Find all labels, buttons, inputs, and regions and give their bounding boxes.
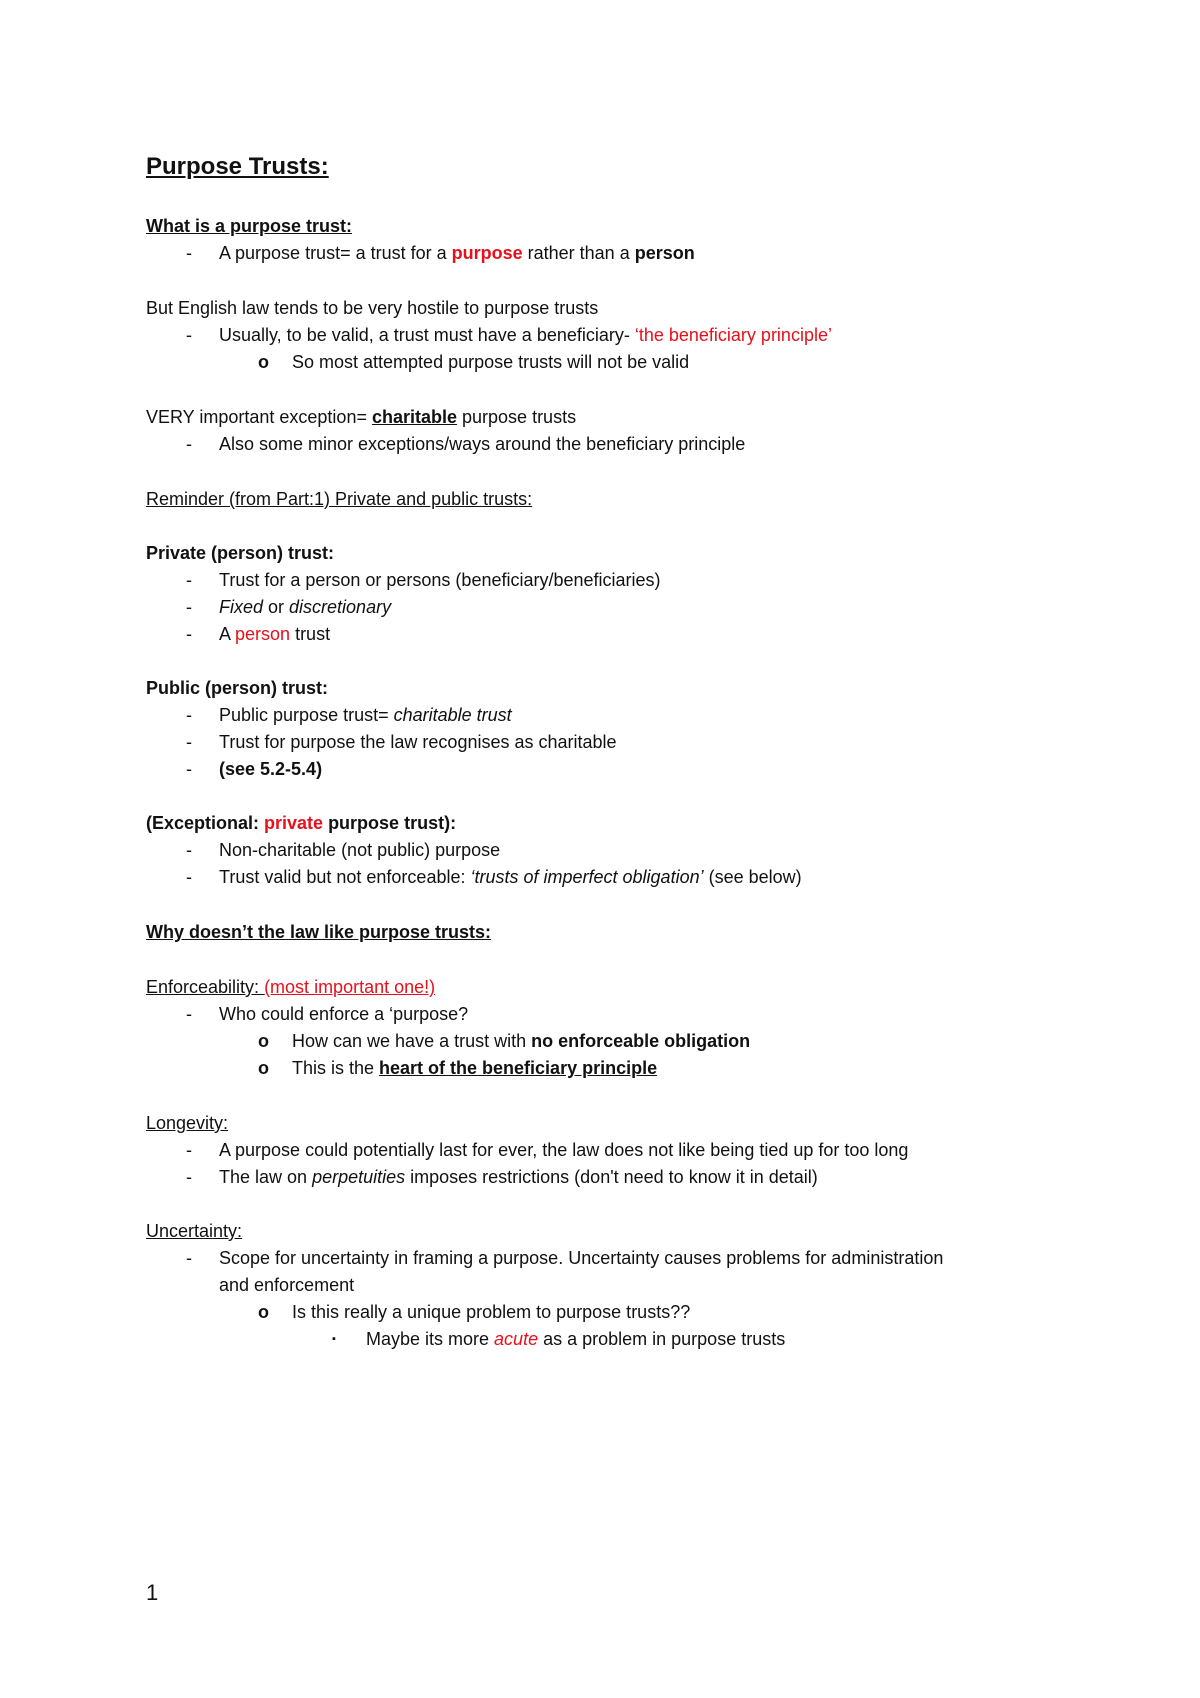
dash-bullet: -: [186, 705, 192, 725]
text-run: purpose trust):: [323, 813, 457, 833]
italic-charitable-trust: charitable trust: [393, 705, 512, 725]
bullet-scope-uncertainty: Scope for uncertainty in framing a purpose. Uncertainty causes problems for administration: [219, 1248, 944, 1268]
bullet-imperfect-obligation: [219, 866, 802, 888]
paragraph-hostile: But English law tends to be very hostile to purpose trusts: [146, 298, 599, 318]
text-run: VERY important exception=: [146, 407, 372, 427]
bullet-public-purpose: [219, 704, 512, 726]
page-number: 1: [146, 1580, 159, 1605]
bullet-who-enforce: Who could enforce a ‘purpose?: [219, 1004, 469, 1024]
dash-bullet: -: [186, 597, 192, 617]
dash-bullet: -: [186, 1004, 192, 1024]
text-run: as a problem in purpose trusts: [538, 1329, 786, 1349]
text-run: Maybe its more: [366, 1329, 495, 1349]
text-run: or: [263, 597, 290, 617]
subbullet-heart: [292, 1057, 657, 1079]
dash-bullet: -: [186, 867, 192, 887]
text-run: A: [219, 624, 236, 644]
italic-imperfect-obligation: ‘trusts of imperfect obligation’: [470, 867, 704, 887]
bullet-definition: [219, 242, 695, 264]
dash-bullet: -: [186, 840, 192, 860]
text-run: The law on: [219, 1167, 313, 1187]
bullet-person-trust: [219, 623, 330, 645]
bullet-last-forever: A purpose could potentially last for ever, the law does not like being tied up for too long: [219, 1140, 909, 1160]
private-trust-heading: Private (person) trust:: [146, 543, 335, 563]
paragraph-exception: [146, 406, 576, 428]
text-run: (Exceptional:: [146, 813, 265, 833]
circle-bullet: o: [258, 1031, 269, 1051]
text-run: (see below): [703, 867, 802, 887]
dash-bullet: -: [186, 570, 192, 590]
italic-perpetuities: perpetuities: [312, 1167, 406, 1187]
bold-charitable: charitable: [371, 407, 458, 427]
subbullet-not-valid: So most attempted purpose trusts will not be valid: [292, 352, 690, 372]
underlined-enforceability: Enforceability:: [146, 977, 265, 997]
text-run: This is the: [292, 1058, 380, 1078]
bullet-private-persons: Trust for a person or persons (beneficiary/beneficiaries): [219, 570, 661, 590]
section-heading-what-is: What is a purpose trust:: [146, 216, 353, 236]
dash-bullet: -: [186, 243, 192, 263]
text-run: trust: [290, 624, 331, 644]
dash-bullet: -: [186, 1167, 192, 1187]
text-run: Trust valid but not enforceable:: [219, 867, 471, 887]
bullet-scope-uncertainty-cont: and enforcement: [219, 1275, 355, 1295]
bullet-non-charitable: Non-charitable (not public) purpose: [219, 840, 501, 860]
why-heading: Why doesn’t the law like purpose trusts:: [146, 922, 492, 942]
exceptional-heading: [146, 812, 456, 834]
enforceability-heading: [146, 976, 435, 998]
subsubbullet-acute: [366, 1328, 785, 1350]
subbullet-unique-problem: Is this really a unique problem to purpose trusts??: [292, 1302, 691, 1322]
bold-no-enforceable: no enforceable obligation: [531, 1031, 751, 1051]
bullet-recognised-charitable: Trust for purpose the law recognises as charitable: [219, 732, 617, 752]
public-trust-heading: Public (person) trust:: [146, 678, 329, 698]
bullet-minor-exceptions: Also some minor exceptions/ways around the beneficiary principle: [219, 434, 746, 454]
highlight-purpose: purpose: [451, 243, 523, 263]
italic-fixed: Fixed: [219, 597, 264, 617]
square-bullet: ▪: [332, 1333, 336, 1345]
dash-bullet: -: [186, 624, 192, 644]
subbullet-no-obligation: [292, 1030, 750, 1052]
italic-discretionary: discretionary: [289, 597, 392, 617]
text-run: Usually, to be valid, a trust must have a beneficiary-: [219, 325, 635, 345]
text-run: Public purpose trust=: [219, 705, 394, 725]
bullet-fixed-discretionary: [219, 596, 391, 618]
bold-heart-principle: heart of the beneficiary principle: [379, 1058, 658, 1078]
bullet-see-reference: (see 5.2-5.4): [219, 759, 323, 779]
circle-bullet: o: [258, 1058, 269, 1078]
dash-bullet: -: [186, 1140, 192, 1160]
dash-bullet: -: [186, 325, 192, 345]
highlight-most-important: (most important one!): [264, 977, 436, 997]
bold-person: person: [634, 243, 695, 263]
text-run: A purpose trust= a trust for a: [219, 243, 452, 263]
circle-bullet: o: [258, 352, 269, 372]
highlight-beneficiary-principle: ‘the beneficiary principle’: [634, 325, 832, 345]
highlight-person: person: [235, 624, 291, 644]
reminder-heading: Reminder (from Part:1) Private and public trusts:: [146, 489, 533, 509]
page-title: Purpose Trusts:: [146, 153, 329, 180]
text-run: How can we have a trust with: [292, 1031, 532, 1051]
uncertainty-heading: Uncertainty:: [146, 1221, 243, 1241]
text-run: imposes restrictions (don't need to know it in detail): [405, 1167, 818, 1187]
text-run: purpose trusts: [457, 407, 577, 427]
bullet-beneficiary-principle: [219, 324, 832, 346]
highlight-private: private: [264, 813, 324, 833]
bullet-perpetuities: [219, 1166, 818, 1188]
circle-bullet: o: [258, 1302, 269, 1322]
text-run: rather than a: [522, 243, 635, 263]
dash-bullet: -: [186, 434, 192, 454]
dash-bullet: -: [186, 759, 192, 779]
dash-bullet: -: [186, 732, 192, 752]
highlight-acute: acute: [494, 1329, 539, 1349]
longevity-heading: Longevity:: [146, 1113, 229, 1133]
dash-bullet: -: [186, 1248, 192, 1268]
